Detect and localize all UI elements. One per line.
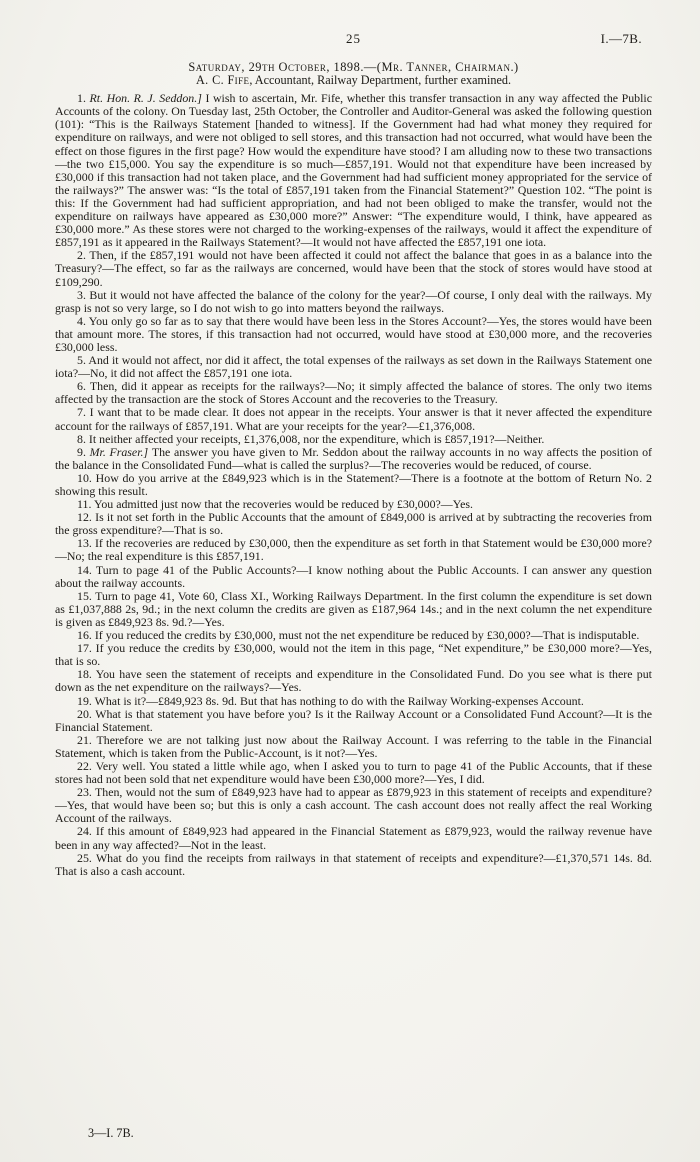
question-number: 11. <box>77 497 94 512</box>
question-number: 2. <box>77 248 90 263</box>
question-number: 13. <box>77 536 95 551</box>
examinee-name: A. C. Fife <box>195 73 250 88</box>
qa-paragraph: 6. Then, did it appear as receipts for the railways?—No; it simply affected the balance of stores. The only two items affected by the transaction are the stock of Stores Account and the recoveries to the Treasury. <box>55 379 652 407</box>
qa-paragraph: 17. If you reduce the credits by £30,000, would not the item in this page, “Net expenditure,” be £30,000 more?—Yes, that is so. <box>55 641 652 669</box>
page-number: 25 <box>346 31 361 46</box>
question-number: 24. <box>77 824 96 839</box>
qa-paragraph: 23. Then, would not the sum of £849,923 have had to appear as £879,923 in this statement of receipts and expenditure?—Yes, that would have been so; but this is only a cash account. The cash account does not really affect the real Working Account of the railways. <box>55 785 652 826</box>
transcript-body <box>55 92 652 878</box>
question-number: 16. <box>77 628 95 643</box>
question-number: 4. <box>77 313 89 328</box>
question-number: 25. <box>77 850 96 865</box>
qa-paragraph: 13. If the recoveries are reduced by £30,000, then the expenditure as set forth in that Statement would be £30,000 more?—No; the real expenditure is this £857,191. <box>55 536 652 564</box>
qa-paragraph: 3. But it would not have affected the balance of the colony for the year?—Of course, I only deal with the railways. My grasp is not so very large, so I do not wish to go into matters beyond the railways. <box>55 287 652 315</box>
qa-paragraph: 1. Rt. Hon. R. J. Seddon.] I wish to ascertain, Mr. Fife, whether this transfer transaction in any way affected the Public Accounts of the colony. On Tuesday last, 25th October, the Controller and Auditor-General was asked the following question (101): “This is the Railways Statement [handed to witness]. If the Government had had what money they required for expenditure on railways, and were not obliged to sell stores, and this transaction had not occurred, what would have been the effect on those figures in the first page? How would the expenditure have stood? I am alluding now to these two transactions—the two £15,000. You say the expenditure is so much—£857,191. Would not that expenditure have been increased by £30,000 if this transaction had not taken place, and the Government had had sufficient money appropriated for the service of the railways?” The answer was: “Is the total of £857,191 taken from the Financial Statement?” Question 102. “The point is this: If the Government had had sufficient appropriation, and had not been obliged to make the transfer, would not the expenditure on railways have appeared as £30,000 more?” Answer: “The expenditure would, I think, have appeared as £30,000 more.” As these stores were not charged to the working-expenses of the railways, would it affect the expenditure of £857,191 as it appeared in the Railways Statement?—It would not have affected the £857,191 one iota. <box>55 91 653 250</box>
question-number: 19. <box>77 693 95 708</box>
qa-paragraph: 25. What do you find the receipts from railways in that statement of receipts and expenditure?—£1,370,571 14s. 8d. That is also a cash account. <box>55 850 653 878</box>
question-number: 15. <box>77 588 96 603</box>
question-number: 7. <box>77 405 90 420</box>
question-number: 10. <box>77 470 96 485</box>
qa-paragraph: 24. If this amount of £849,923 had appeared in the Financial Statement as £879,923, would the railway revenue have been in any way affected?—Not in the least. <box>55 824 652 852</box>
qa-paragraph: 7. I want that to be made clear. It does not appear in the receipts. Your answer is that it never affected the expenditure account for the railways of £857,191. What are your receipts for the year?—£1,376,008. <box>55 405 653 433</box>
speaker-name: Rt. Hon. R. J. Seddon.] <box>89 91 206 106</box>
session-heading: Saturday, 29th October, 1898.—(Mr. Tanner, Chairman.) <box>188 60 519 74</box>
question-number: 22. <box>77 758 96 773</box>
qa-paragraph: 18. You have seen the statement of receipts and expenditure in the Consolidated Fund. Do you see what is there put down as the net expenditure on the railways?—Yes. <box>55 667 652 695</box>
question-number: 20. <box>77 706 96 721</box>
question-number: 12. <box>77 510 96 525</box>
question-number: 23. <box>77 785 95 800</box>
qa-paragraph: 10. How do you arrive at the £849,923 which is in the Statement?—There is a footnote at the bottom of Return No. 2 showing this result. <box>55 470 652 498</box>
qa-paragraph: 12. Is it not set forth in the Public Accounts that the amount of £849,000 is arrived at by subtracting the recoveries from the gross expenditure?—That is so. <box>55 510 653 538</box>
qa-paragraph: 14. Turn to page 41 of the Public Accounts?—I know nothing about the Public Accounts. I can answer any question about the railway accounts. <box>55 562 653 590</box>
question-number: 21. <box>77 732 97 747</box>
question-number: 5. <box>77 353 89 368</box>
qa-paragraph: 2. Then, if the £857,191 would not have been affected it could not affect the balance that goes in as a balance into the Treasury?—The effect, so far as the railways are concerned, would have been that the stock of stores would have stood at £109,290. <box>55 248 652 289</box>
question-number: 8. <box>77 431 89 446</box>
examinee-heading <box>55 74 652 87</box>
question-number: 17. <box>77 641 96 656</box>
qa-paragraph: 21. Therefore we are not talking just now about the Railway Account. I was referring to the table in the Financial Statement, which is taken from the Public-Account, is it not?—Yes. <box>55 732 653 760</box>
page-footer: 3—I. 7B. <box>88 1125 134 1140</box>
document-reference: I.—7B. <box>600 31 642 46</box>
question-number: 6. <box>77 379 90 394</box>
qa-paragraph: 9. Mr. Fraser.] The answer you have given to Mr. Seddon about the railway accounts in no way affects the position of the balance in the Consolidated Fund—what is called the surplus?—The recoveries would be reduced, of course. <box>55 444 653 472</box>
question-number: 1. <box>77 91 90 106</box>
question-number: 3. <box>77 287 90 302</box>
question-number: 14. <box>77 562 96 577</box>
page-header <box>55 32 652 48</box>
question-number: 9. <box>77 444 90 459</box>
qa-paragraph: 16. If you reduced the credits by £30,000, must not the net expenditure be reduced by £30,000?—That is indisputable. <box>77 628 640 643</box>
qa-paragraph: 20. What is that statement you have before you? Is it the Railway Account or a Consolidated Fund Account?—It is the Financial Statement. <box>55 706 652 734</box>
examinee-description: , Accountant, Railway Department, further examined. <box>249 73 511 88</box>
qa-paragraph: 22. Very well. You stated a little while ago, when I asked you to turn to page 41 of the Public Accounts, that if these stores had not been sold that net expenditure would have been £30,000 more?—Yes, I did. <box>55 758 652 787</box>
qa-paragraph: 5. And it would not affect, nor did it affect, the total expenses of the railways as set down in the Railways Statement one iota?—No, it did not affect the £857,191 one iota. <box>55 353 653 381</box>
qa-paragraph: 11. You admitted just now that the recoveries would be reduced by £30,000?—Yes. <box>77 497 473 512</box>
speaker-name: Mr. Fraser.] <box>89 444 152 459</box>
qa-paragraph: 8. It neither affected your receipts, £1,376,008, nor the expenditure, which is £857,191?—Neither. <box>77 431 545 446</box>
qa-paragraph: 19. What is it?—£849,923 8s. 9d. But that has nothing to do with the Railway Working-expenses Account. <box>77 693 584 708</box>
qa-paragraph: 4. You only go so far as to say that there would have been less in the Stores Account?—Yes, the stores would have been that amount more. The stores, if this transaction had not occurred, would have stood at £30,000 more, and the recoveries £30,000 less. <box>55 313 653 354</box>
qa-paragraph: 15. Turn to page 41, Vote 60, Class XI., Working Railways Department. In the first column the expenditure is set down as £1,037,888 2s, 9d.; in the next column the credits are given as £187,964 14s.; and in the next column the net expenditure is given as £849,923 8s. 9d.?—Yes. <box>55 588 653 629</box>
question-number: 18. <box>77 667 96 682</box>
